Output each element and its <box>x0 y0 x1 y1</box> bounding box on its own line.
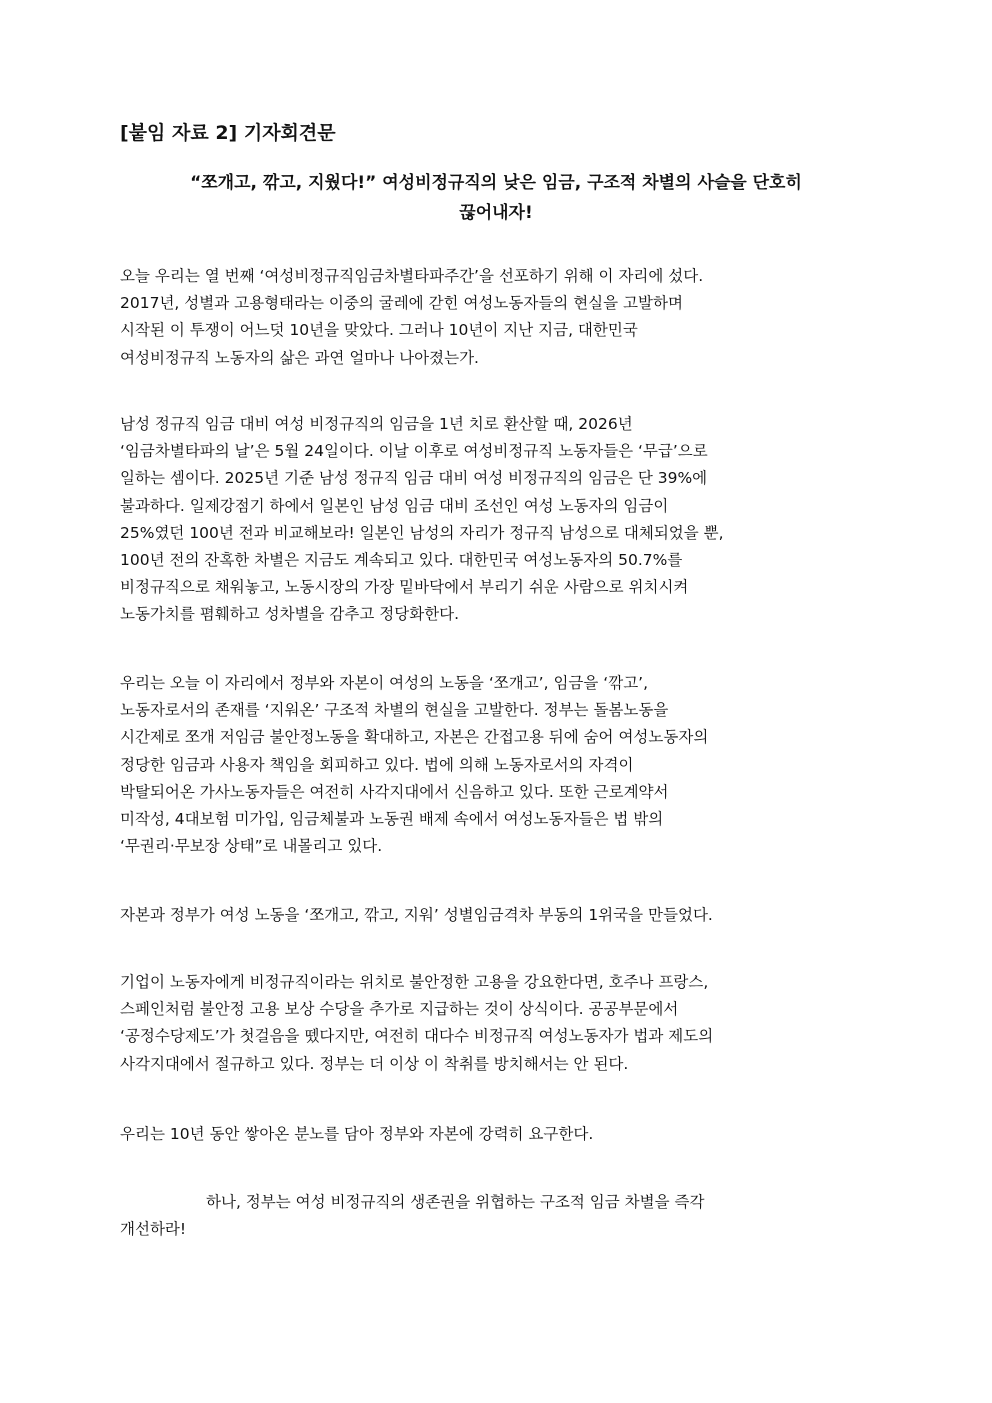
paragraph-intro <box>120 263 880 372</box>
text-line: 2017년, 성별과 고용형태라는 이중의 굴레에 갇힌 여성노동자들의 현실을 고발하며 <box>120 294 683 313</box>
text-line: 개선하라! <box>120 1220 187 1239</box>
text-line: 시간제로 쪼개 저임금 불안정노동을 확대하고, 자본은 간접고용 뒤에 숨어 여성노동자의 <box>120 728 709 747</box>
text-line: 사각지대에서 절규하고 있다. 정부는 더 이상 이 착취를 방치해서는 안 된다. <box>120 1054 629 1073</box>
text-line: ‘임금차별타파의 날’은 5월 24일이다. 이날 이후로 여성비정규직 노동자들은 ‘무급’으로 <box>120 442 708 461</box>
title-line: 끊어내자! <box>459 203 533 223</box>
text-line: 우리는 오늘 이 자리에서 정부와 자본이 여성의 노동을 ‘쪼개고’, 임금을 ‘깎고’, <box>120 674 649 692</box>
text-line: 노동가치를 폄훼하고 성차별을 감추고 정당화한다. <box>120 605 460 624</box>
text-line: 비정규직으로 채워놓고, 노동시장의 가장 밑바닥에서 부리기 쉬운 사람으로 위치시켜 <box>120 578 689 597</box>
text-line: 미작성, 4대보험 미가입, 임금체불과 노동권 배제 속에서 여성노동자들은 법 밖의 <box>120 810 664 829</box>
text-line: 박탈되어온 가사노동자들은 여전히 사각지대에서 신음하고 있다. 또한 근로계약서 <box>120 782 669 801</box>
paragraph-demand-one <box>120 1189 880 1243</box>
text-line: ‘무권리·무보장 상태”로 내몰리고 있다. <box>120 837 383 856</box>
text-line: ‘공정수당제도’가 첫걸음을 뗐다지만, 여전히 대다수 비정규직 여성노동자가 법과 제도의 <box>120 1027 714 1046</box>
paragraph-structural-discrimination <box>120 670 880 860</box>
paragraph-wage-gap-rank <box>120 902 880 929</box>
text-line: 25%였던 100년 전과 비교해보라! 일본인 남성의 자리가 정규직 남성으로 대체되었을 뿐, <box>120 523 724 542</box>
text-line: 일하는 셈이다. 2025년 기준 남성 정규직 임금 대비 여성 비정규직의 임금은 단 39%에 <box>120 469 708 488</box>
text-line: 오늘 우리는 열 번째 ‘여성비정규직임금차별타파주간’을 선포하기 위해 이 자리에 섰다. <box>120 267 704 285</box>
text-line: 불과하다. 일제강점기 하에서 일본인 남성 임금 대비 조선인 여성 노동자의 임금이 <box>120 496 669 515</box>
text-line: 자본과 정부가 여성 노동을 ‘쪼개고, 깎고, 지워’ 성별임금격차 부동의 1위국을 만들었다. <box>120 906 713 924</box>
text-line: 노동자로서의 존재를 ‘지워온’ 구조적 차별의 현실을 고발한다. 정부는 돌봄노동을 <box>120 701 669 720</box>
text-line: 스페인처럼 불안정 고용 보상 수당을 추가로 지급하는 것이 상식이다. 공공부문에서 <box>120 1000 679 1019</box>
text-line: 시작된 이 투쟁이 어느덧 10년을 맞았다. 그러나 10년이 지난 지금, 대한민국 <box>120 321 638 340</box>
paragraph-demands-intro <box>120 1121 880 1148</box>
text-line: 기업이 노동자에게 비정규직이라는 위치로 불안정한 고용을 강요한다면, 호주나 프랑스, <box>120 973 709 991</box>
paragraph-wage-gap <box>120 411 880 629</box>
attachment-label: [붙임 자료 2] 기자회견문 <box>120 122 336 144</box>
press-conference-title <box>120 168 872 228</box>
text-line: 우리는 10년 동안 쌓아온 분노를 담아 정부와 자본에 강력히 요구한다. <box>120 1125 594 1143</box>
title-line: “쪼개고, 깎고, 지웠다!” 여성비정규직의 낮은 임금, 구조적 차별의 사슬을 단호히 <box>190 173 802 193</box>
paragraph-compensation <box>120 969 880 1078</box>
text-line: 여성비정규직 노동자의 삶은 과연 얼마나 나아졌는가. <box>120 348 479 367</box>
text-line: 하나, 정부는 여성 비정규직의 생존권을 위협하는 구조적 임금 차별을 즉각 <box>206 1193 705 1211</box>
text-line: 남성 정규직 임금 대비 여성 비정규직의 임금을 1년 치로 환산할 때, 2026년 <box>120 415 633 433</box>
text-line: 정당한 임금과 사용자 책임을 회피하고 있다. 법에 의해 노동자로서의 자격이 <box>120 755 634 774</box>
text-line: 100년 전의 잔혹한 차별은 지금도 계속되고 있다. 대한민국 여성노동자의 50.7%를 <box>120 551 683 570</box>
